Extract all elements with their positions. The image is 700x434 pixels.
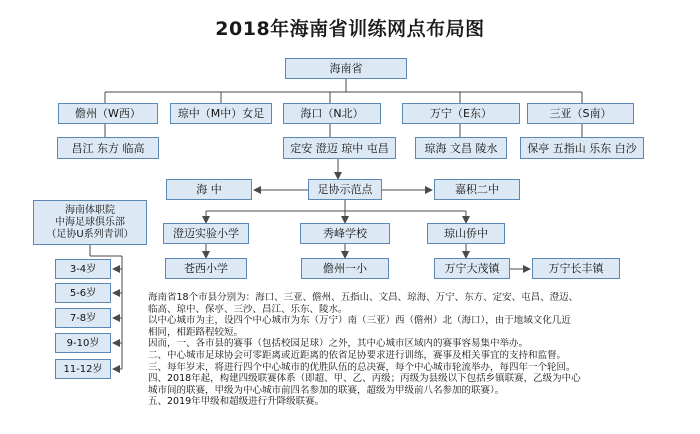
wanning-children: 琼海 文昌 陵水	[415, 137, 507, 159]
danzhou-children: 昌江 东方 临高	[57, 137, 159, 159]
note-line: 城市间的联赛，甲级为中心城市前四名参加的联赛，超级为甲级前八名参加的联赛）。	[148, 384, 505, 396]
club-line-3: （足协U系列青训）	[46, 228, 134, 240]
note-line: 以中心城市为主，设四个中心城市为东（万宁）南（三亚）西（儋州）北（海口），由于地域文化几近	[148, 315, 571, 327]
note-line: 四、2018年起，构建四级联赛体系（即超、甲、乙、丙级；丙级为县级以下包括乡镇联赛，乙级为中心	[148, 373, 581, 385]
age-box-3: 7-8岁	[55, 308, 111, 328]
club-line-1: 海南体职院	[65, 204, 115, 216]
region-qiongzhong: 琼中（M中）女足	[170, 103, 272, 124]
age-box-2: 5-6岁	[55, 283, 111, 303]
region-sanya: 三亚（S南）	[527, 103, 634, 124]
age-box-4: 9-10岁	[55, 333, 111, 353]
region-wanning: 万宁（E东）	[402, 103, 520, 124]
school-danzhou-1: 儋州一小	[301, 258, 389, 279]
school-cangxi: 苍西小学	[165, 258, 247, 279]
note-line: 因而，一、各市县的赛事（包括校园足球）之外，其中心城市区域内的赛事容易集中举办。	[148, 338, 529, 350]
club-line-2: 中海足球俱乐部	[55, 216, 125, 228]
note-line: 三、每年岁末，将进行四个中心城市的优胜队伍的总决赛，每个中心城市轮流举办，每四年一个轮回。	[148, 361, 576, 373]
note-line: 二、中心城市足球协会可零距离或近距离的依省足协要求进行训练，赛事及相关事宜的支持和监督。	[148, 349, 567, 361]
note-line: 临高、琼中、保亭、三沙、昌江、乐东、陵水。	[148, 303, 348, 315]
age-box-5: 11-12岁	[55, 359, 111, 379]
school-qiongshan: 琼山侨中	[427, 223, 505, 244]
school-wanning-damao: 万宁大茂镇	[434, 258, 510, 279]
school-chengmai: 澄迈实验小学	[163, 223, 249, 244]
notes-block	[148, 292, 693, 408]
demo-center: 足协示范点	[308, 179, 382, 200]
sanya-children: 保亭 五指山 乐东 白沙	[520, 137, 644, 159]
school-wanning-changfeng: 万宁长丰镇	[532, 258, 620, 279]
note-line: 相同，相距路程较短。	[148, 326, 244, 338]
diagram-title: 2018年海南省训练网点布局图	[215, 18, 485, 40]
region-haikou: 海口（N北）	[283, 103, 381, 124]
region-danzhou: 儋州（W西）	[58, 103, 158, 124]
age-box-1: 3-4岁	[55, 259, 111, 279]
left-school-haizhong: 海 中	[166, 179, 252, 200]
right-school-jiaji: 嘉积二中	[434, 179, 520, 200]
note-line: 海南省18个市县分别为：海口、三亚、儋州、五指山、文昌、琼海、万宁、东方、定安、屯昌、澄迈、	[148, 292, 579, 303]
root-hainan: 海南省	[285, 58, 407, 79]
haikou-children: 定安 澄迈 琼中 屯昌	[283, 137, 396, 159]
club-box	[33, 200, 147, 245]
note-line: 五、2019年甲级和超级进行升降级联赛。	[148, 396, 325, 408]
school-xiufeng: 秀峰学校	[300, 223, 390, 244]
